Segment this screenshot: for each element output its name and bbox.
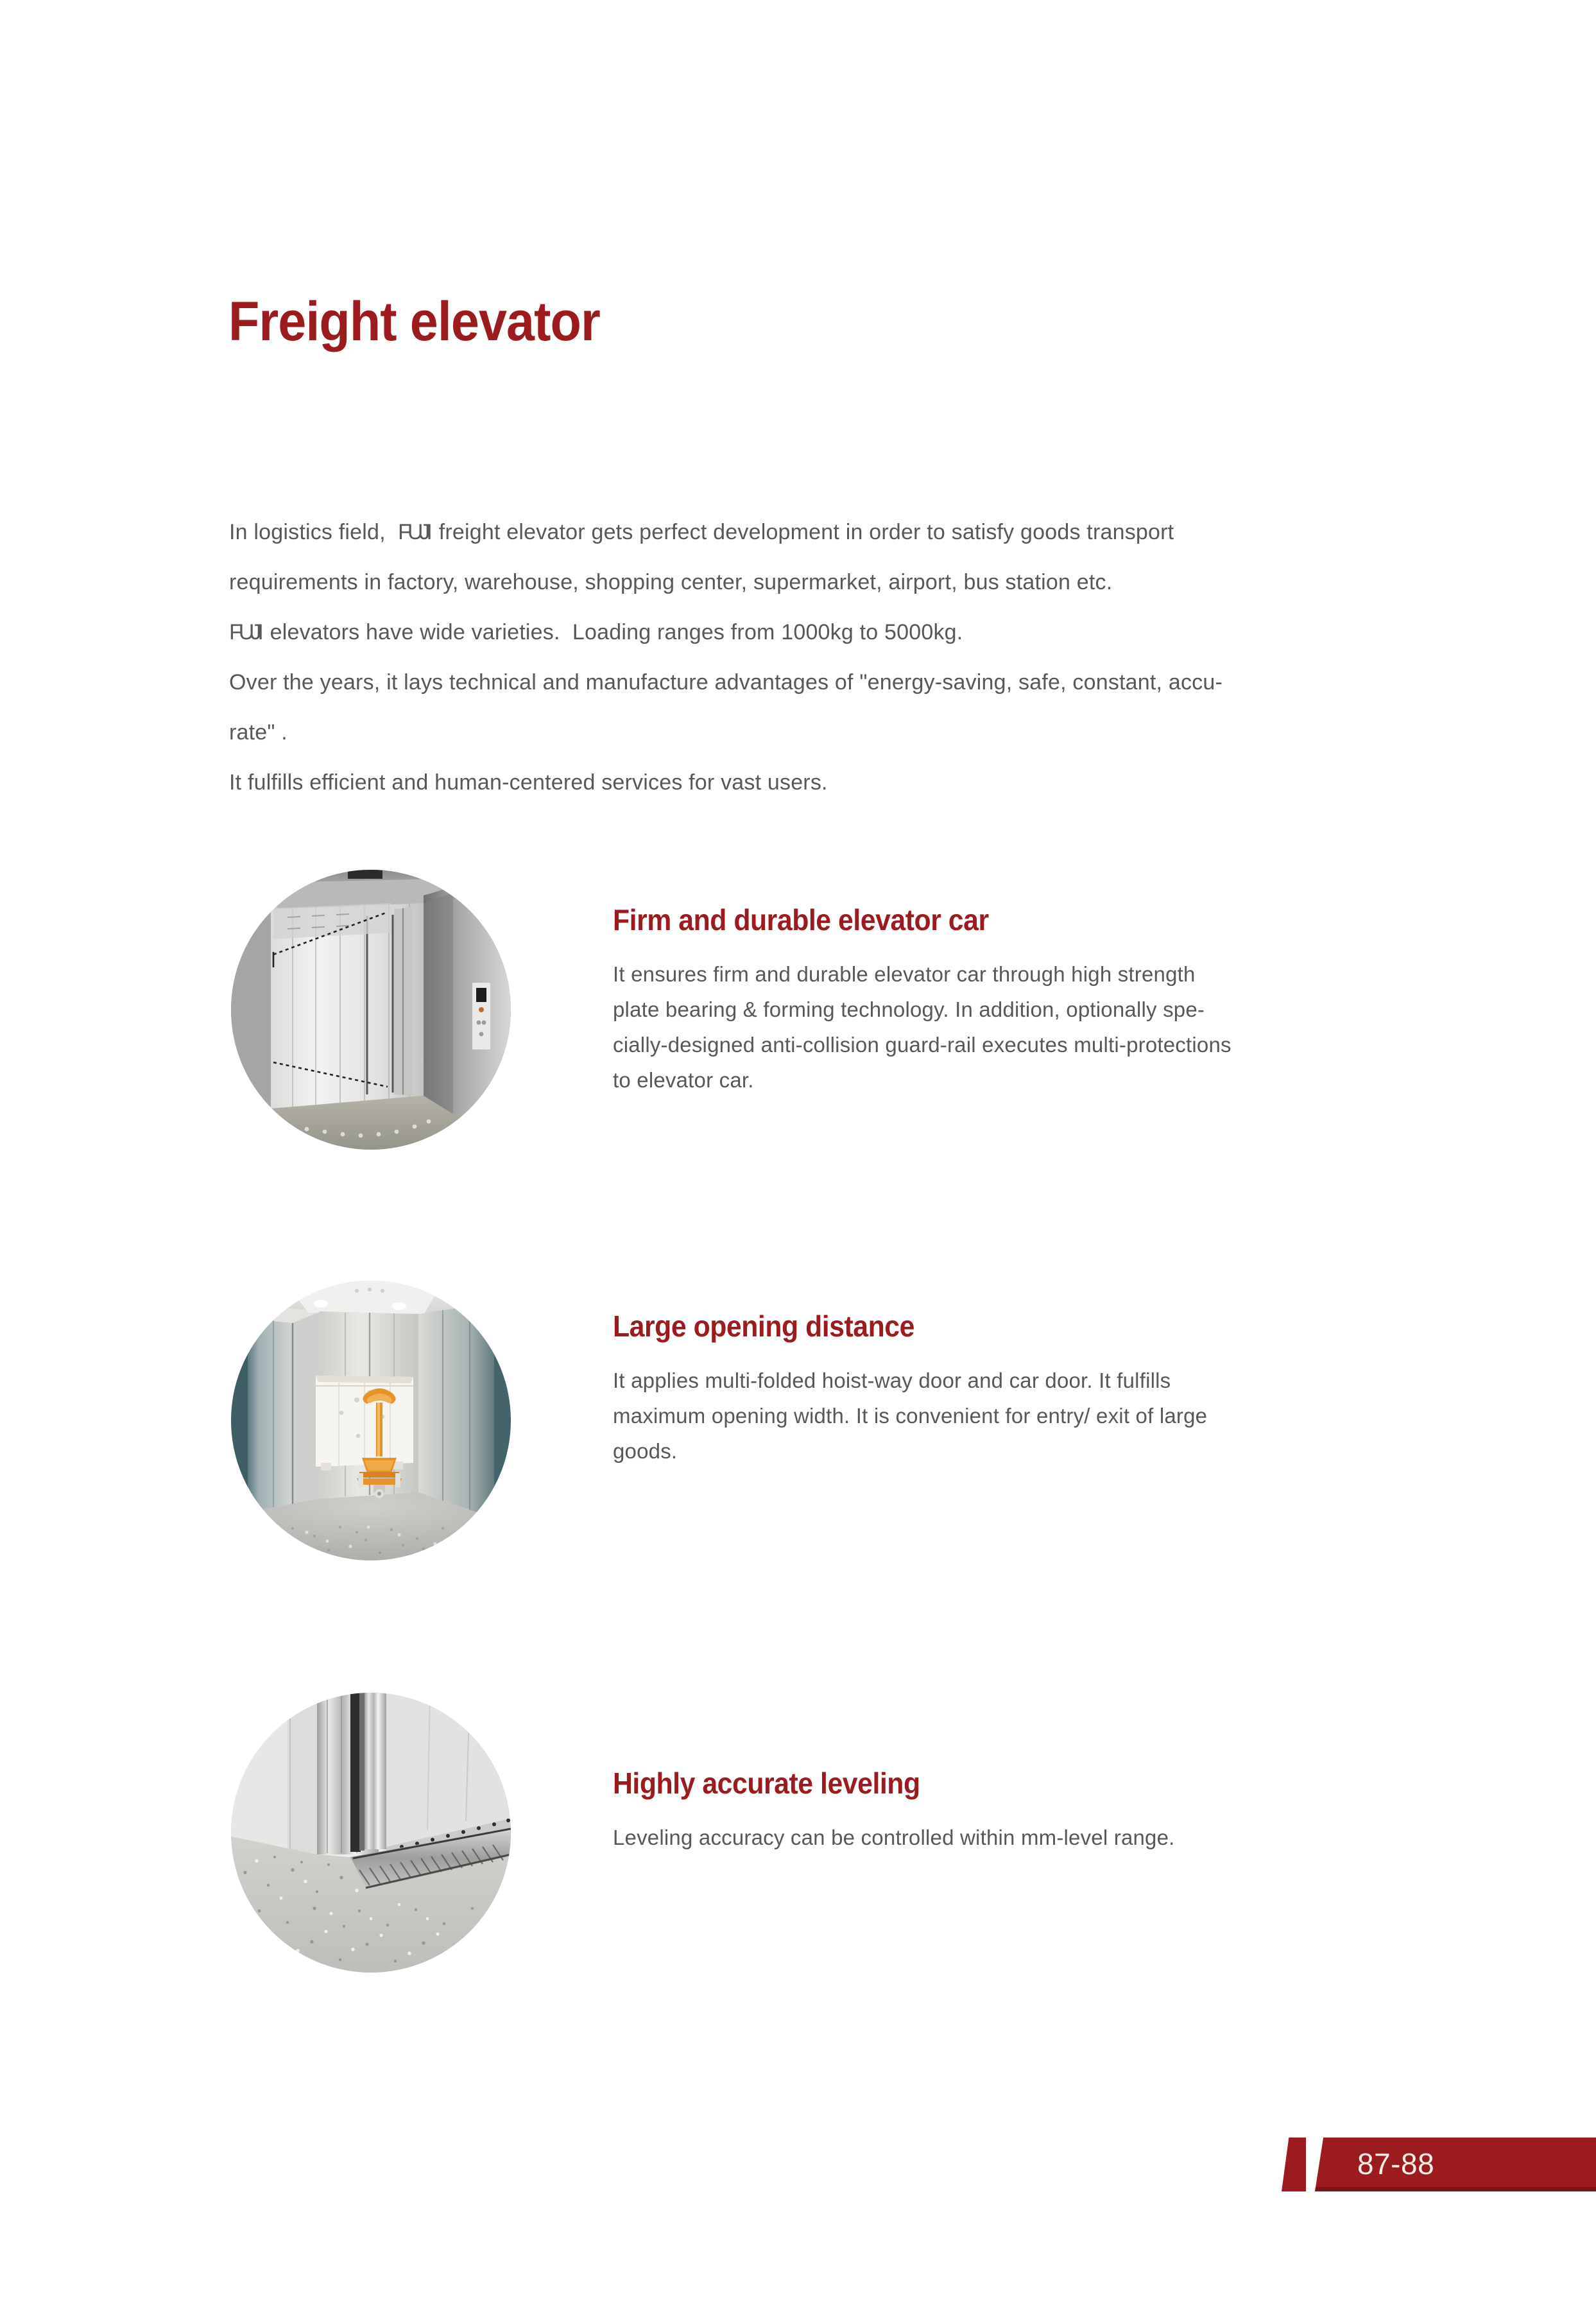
feature-1-line-4: to elevator car. [613, 1068, 754, 1092]
intro-line-1: In logistics field, FUJI freight elevator gets perfect development in order to satisfy goods transport [229, 520, 1174, 544]
elevator-car-interior-photo [231, 870, 511, 1150]
feature-body-1 [613, 905, 1328, 1098]
feature-text-1 [613, 956, 1328, 1098]
banner-angled-tab [1282, 2138, 1306, 2191]
page-number-banner [1282, 2135, 1596, 2194]
intro-line-5: rate" . [229, 720, 287, 745]
feature-1-line-1: It ensures firm and durable elevator car through high strength [613, 962, 1196, 986]
intro-line-2: requirements in factory, warehouse, shopping center, supermarket, airport, bus station etc. [229, 570, 1113, 594]
feature-1-line-3: cially-designed anti-collision guard-rail executes multi-protections [613, 1033, 1231, 1057]
intro-line-3: FUJI elevators have wide varieties. Loading ranges from 1000kg to 5000kg. [229, 620, 963, 644]
feature-block-1 [0, 870, 1596, 1171]
feature-heading-3: Highly accurate leveling [613, 1767, 920, 1800]
feature-2-line-3: goods. [613, 1439, 678, 1463]
door-sill-leveling-photo [231, 1693, 511, 1973]
feature-block-3 [0, 1693, 1596, 1994]
feature-2-line-1: It applies multi-folded hoist-way door and car door. It fulfills [613, 1369, 1171, 1392]
feature-text-3 [613, 1820, 1328, 1855]
feature-block-2 [0, 1281, 1596, 1582]
feature-text-2 [613, 1363, 1328, 1469]
intro-line-4: Over the years, it lays technical and manufacture advantages of "energy-saving, safe, constant, accu- [229, 670, 1223, 695]
intro-paragraph [229, 507, 1359, 808]
feature-1-line-2: plate bearing & forming technology. In addition, optionally spe- [613, 998, 1205, 1021]
feature-heading-1: Firm and durable elevator car [613, 903, 989, 937]
cargo-loading-photo [231, 1281, 511, 1560]
page-title: Freight elevator [228, 291, 600, 352]
feature-3-line-1: Leveling accuracy can be controlled within mm-level range. [613, 1826, 1175, 1849]
feature-body-3 [613, 1768, 1328, 1855]
feature-2-line-2: maximum opening width. It is convenient for entry/ exit of large [613, 1404, 1208, 1428]
intro-line-6: It fulfills efficient and human-centered services for vast users. [229, 770, 828, 795]
feature-heading-2: Large opening distance [613, 1309, 914, 1343]
page-number: 87-88 [1357, 2147, 1435, 2181]
feature-body-2 [613, 1311, 1328, 1469]
